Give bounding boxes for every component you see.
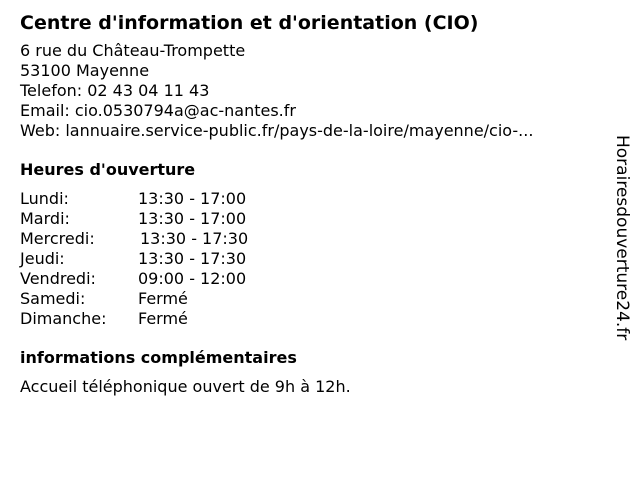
time-value: Fermé: [138, 309, 188, 328]
day-label: Lundi:: [20, 189, 69, 208]
day-label: Dimanche:: [20, 309, 107, 328]
hours-row-tuesday: [20, 209, 600, 229]
time-value: 13:30 - 17:00: [138, 209, 247, 228]
time-value: 13:30 - 17:30: [140, 229, 249, 248]
time-value: 13:30 - 17:30: [138, 249, 247, 268]
website-link[interactable]: Web: lannuaire.service-public.fr/pays-de-la-loire/mayenne/cio-...: [20, 121, 534, 140]
street-address: 6 rue du Château-Trompette: [20, 41, 246, 60]
day-label: Mercredi:: [20, 229, 95, 248]
hours-row-wednesday: [20, 229, 600, 249]
business-title: Centre d'information et d'orientation (CIO): [20, 12, 479, 34]
phone-number[interactable]: Telefon: 02 43 04 11 43: [20, 81, 210, 100]
day-label: Vendredi:: [20, 269, 96, 288]
time-value: Fermé: [138, 289, 188, 308]
hours-row-thursday: [20, 249, 600, 269]
city-address: 53100 Mayenne: [20, 61, 150, 80]
hours-row-sunday: [20, 309, 600, 329]
day-label: Jeudi:: [20, 249, 65, 268]
hours-row-saturday: [20, 289, 600, 309]
day-label: Mardi:: [20, 209, 70, 228]
additional-info-text: Accueil téléphonique ouvert de 9h à 12h.: [20, 377, 351, 396]
opening-hours-heading: Heures d'ouverture: [20, 160, 196, 179]
site-brand-vertical: Horairesdouverture24.fr: [612, 135, 632, 341]
email-address[interactable]: Email: cio.0530794a@ac-nantes.fr: [20, 101, 296, 120]
additional-info-heading: informations complémentaires: [20, 348, 297, 367]
hours-row-monday: [20, 189, 600, 209]
hours-row-friday: [20, 269, 600, 289]
business-card: [20, 10, 600, 397]
time-value: 13:30 - 17:00: [138, 189, 247, 208]
day-label: Samedi:: [20, 289, 86, 308]
time-value: 09:00 - 12:00: [138, 269, 247, 288]
